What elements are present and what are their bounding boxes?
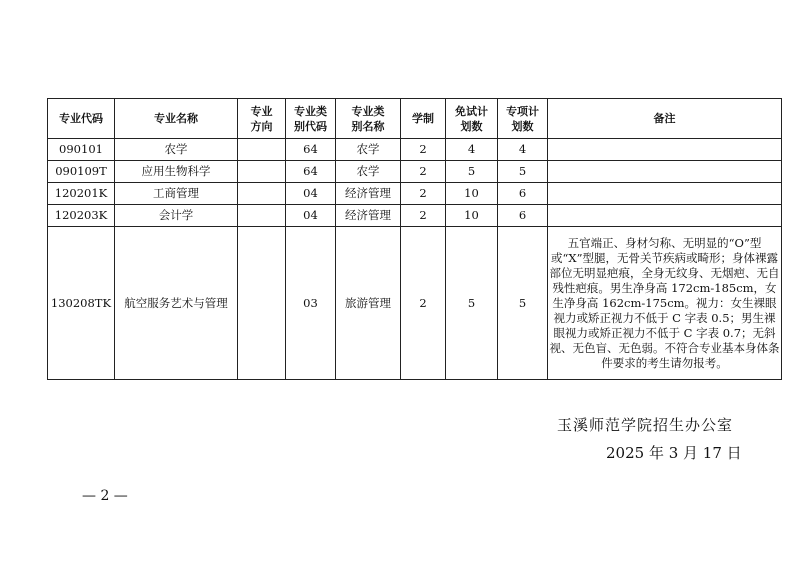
cell-notes xyxy=(548,161,782,183)
header-code: 专业代码 xyxy=(48,99,115,139)
cell-exempt-quota: 5 xyxy=(446,227,498,380)
page-number: — 2 — xyxy=(82,488,128,504)
cell-notes xyxy=(548,139,782,161)
cell-category-name: 旅游管理 xyxy=(336,227,401,380)
signature-office: 玉溪师范学院招生办公室 xyxy=(557,416,734,434)
cell-special-quota: 4 xyxy=(498,139,548,161)
table-header-row xyxy=(48,99,782,139)
header-special-quota: 专项计 划数 xyxy=(498,99,548,139)
cell-years: 2 xyxy=(401,161,446,183)
header-notes: 备注 xyxy=(548,99,782,139)
cell-years: 2 xyxy=(401,205,446,227)
cell-code: 090109T xyxy=(48,161,115,183)
cell-direction xyxy=(238,205,286,227)
cell-years: 2 xyxy=(401,183,446,205)
cell-exempt-quota: 4 xyxy=(446,139,498,161)
cell-special-quota: 5 xyxy=(498,161,548,183)
cell-category-name: 农学 xyxy=(336,161,401,183)
cell-direction xyxy=(238,227,286,380)
cell-direction xyxy=(238,161,286,183)
header-exempt-quota: 免试计 划数 xyxy=(446,99,498,139)
table-row xyxy=(48,205,782,227)
cell-notes xyxy=(548,183,782,205)
cell-category-code: 03 xyxy=(286,227,336,380)
cell-name: 会计学 xyxy=(115,205,238,227)
cell-code: 090101 xyxy=(48,139,115,161)
table-row xyxy=(48,139,782,161)
cell-notes: 五官端正、身材匀称、无明显的“O”型或“X”型腿，无骨关节疾病或畸形；身体裸露部位无明显疤痕，全身无纹身、无烟疤、无自残性疤痕。男生净身高 172cm-185cm，女生净身高 162cm-175cm。视力：女生裸眼视力或矫正视力不低于 C 字表 0.5；男生裸眼视力或矫正视力不低于 C 字表 0.7；无斜视、无色盲、无色弱。不符合专业基本身体条件要求的考生请勿报考。 xyxy=(548,227,782,380)
cell-code: 130208TK xyxy=(48,227,115,380)
cell-direction xyxy=(238,183,286,205)
cell-category-code: 64 xyxy=(286,139,336,161)
cell-notes xyxy=(548,205,782,227)
cell-category-code: 04 xyxy=(286,183,336,205)
cell-name: 工商管理 xyxy=(115,183,238,205)
cell-exempt-quota: 10 xyxy=(446,183,498,205)
header-category-name: 专业类 别名称 xyxy=(336,99,401,139)
cell-category-name: 经济管理 xyxy=(336,183,401,205)
cell-name: 航空服务艺术与管理 xyxy=(115,227,238,380)
cell-category-code: 64 xyxy=(286,161,336,183)
cell-exempt-quota: 5 xyxy=(446,161,498,183)
signature-date: 2025 年 3 月 17 日 xyxy=(606,444,742,462)
header-category-code: 专业类 别代码 xyxy=(286,99,336,139)
cell-special-quota: 5 xyxy=(498,227,548,380)
cell-category-name: 农学 xyxy=(336,139,401,161)
cell-code: 120203K xyxy=(48,205,115,227)
header-name: 专业名称 xyxy=(115,99,238,139)
cell-name: 农学 xyxy=(115,139,238,161)
cell-years: 2 xyxy=(401,227,446,380)
cell-special-quota: 6 xyxy=(498,183,548,205)
cell-special-quota: 6 xyxy=(498,205,548,227)
table-row xyxy=(48,227,782,380)
cell-direction xyxy=(238,139,286,161)
table-row xyxy=(48,183,782,205)
cell-exempt-quota: 10 xyxy=(446,205,498,227)
header-direction: 专业 方向 xyxy=(238,99,286,139)
enrollment-plan-table xyxy=(47,98,782,380)
table-row xyxy=(48,161,782,183)
cell-category-name: 经济管理 xyxy=(336,205,401,227)
cell-years: 2 xyxy=(401,139,446,161)
cell-code: 120201K xyxy=(48,183,115,205)
header-years: 学制 xyxy=(401,99,446,139)
cell-category-code: 04 xyxy=(286,205,336,227)
cell-name: 应用生物科学 xyxy=(115,161,238,183)
